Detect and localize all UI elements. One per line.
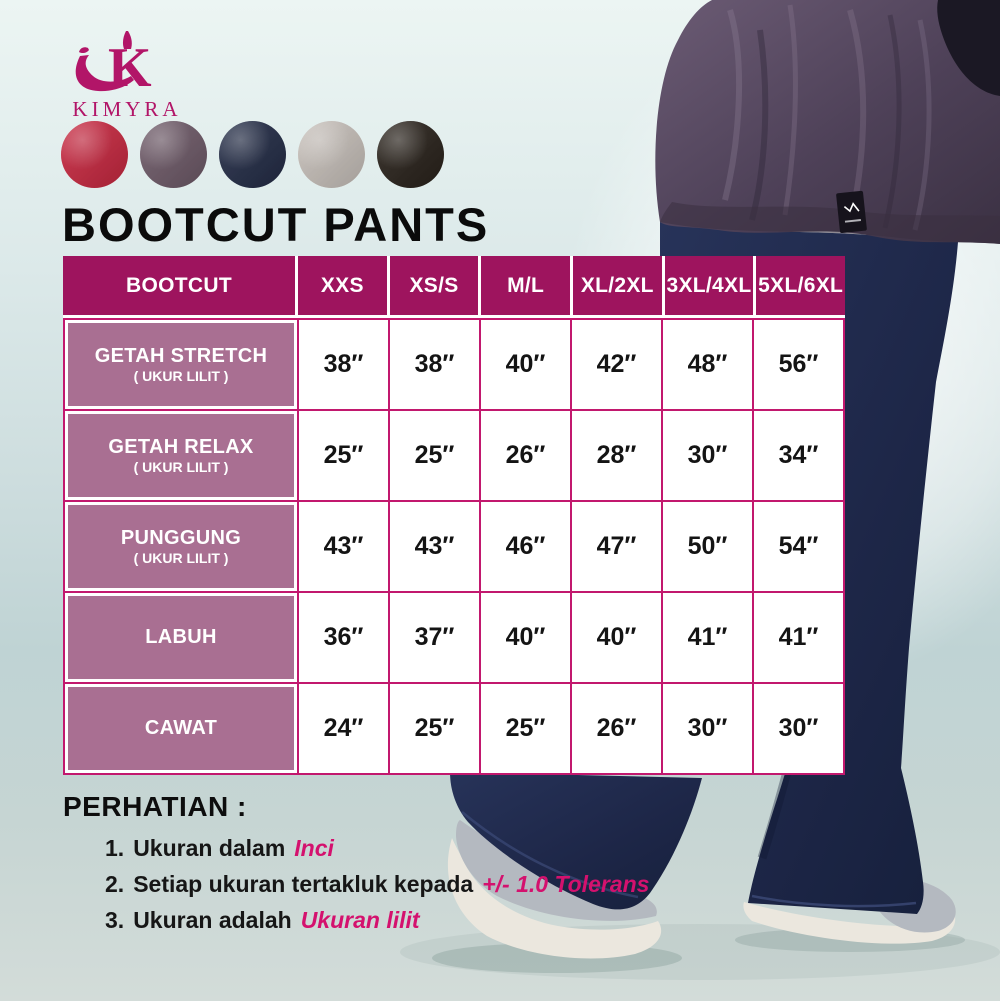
row-label-cawat — [65, 684, 297, 773]
fabric-swatch-cream — [298, 121, 365, 188]
size-value-cell: 43″ — [299, 502, 388, 591]
note-number: 3. — [105, 907, 125, 933]
size-value-cell: 54″ — [754, 502, 843, 591]
note-highlight: +/- 1.0 Tolerans — [482, 871, 650, 897]
fabric-swatch-red — [61, 121, 128, 188]
size-value-cell: 30″ — [663, 411, 752, 500]
header-cell-xl-2xl: XL/2XL — [570, 256, 662, 315]
size-value-cell: 50″ — [663, 502, 752, 591]
notes-heading: PERHATIAN : — [63, 791, 247, 822]
size-value-cell: 56″ — [754, 320, 843, 409]
row-sublabel-text: ( UKUR LILIT ) — [133, 458, 229, 475]
row-sublabel-text: ( UKUR LILIT ) — [133, 367, 229, 384]
header-cell-5xl-6xl: 5XL/6XL — [753, 256, 845, 315]
note-number: 2. — [105, 871, 125, 897]
row-label-text: GETAH STRETCH — [94, 344, 268, 367]
size-value-cell: 43″ — [390, 502, 479, 591]
row-sublabel-text: ( UKUR LILIT ) — [133, 549, 229, 566]
fabric-swatches — [61, 121, 444, 188]
row-label-text: GETAH RELAX — [108, 435, 254, 458]
brand-name: KIMYRA — [72, 97, 182, 121]
note-item — [105, 871, 723, 898]
note-item — [105, 907, 723, 934]
fabric-swatch-navy — [219, 121, 286, 188]
size-value-cell: 24″ — [299, 684, 388, 773]
header-cell-bootcut: BOOTCUT — [126, 273, 232, 297]
row-label-punggung — [65, 502, 297, 591]
size-value-cell: 40″ — [481, 593, 570, 682]
size-value-cell: 36″ — [299, 593, 388, 682]
size-value-cell: 40″ — [572, 593, 661, 682]
fabric-swatch-mauve — [140, 121, 207, 188]
size-table-header — [63, 256, 845, 318]
hem-tag — [836, 191, 867, 234]
header-cell-m-l: M/L — [478, 256, 570, 315]
size-value-cell: 40″ — [481, 320, 570, 409]
note-highlight: Inci — [294, 835, 334, 861]
notes-section — [63, 791, 723, 943]
row-label-getah-relax — [65, 411, 297, 500]
size-value-cell: 42″ — [572, 320, 661, 409]
size-value-cell: 30″ — [663, 684, 752, 773]
note-text: Ukuran adalah — [133, 907, 292, 933]
size-value-cell: 25″ — [390, 684, 479, 773]
size-value-cell: 30″ — [754, 684, 843, 773]
size-value-cell: 26″ — [572, 684, 661, 773]
row-label-labuh — [65, 593, 297, 682]
size-value-cell: 25″ — [481, 684, 570, 773]
note-highlight: Ukuran lilit — [300, 907, 420, 933]
size-value-cell: 41″ — [754, 593, 843, 682]
size-value-cell: 48″ — [663, 320, 752, 409]
size-value-cell: 37″ — [390, 593, 479, 682]
size-table-body — [63, 318, 845, 775]
note-number: 1. — [105, 835, 125, 861]
size-value-cell: 26″ — [481, 411, 570, 500]
size-table — [63, 256, 845, 775]
fabric-swatch-black — [377, 121, 444, 188]
row-label-text: LABUH — [145, 626, 217, 648]
note-text: Setiap ukuran tertakluk kepada — [133, 871, 474, 897]
size-value-cell: 38″ — [299, 320, 388, 409]
size-value-cell: 34″ — [754, 411, 843, 500]
size-value-cell: 28″ — [572, 411, 661, 500]
row-label-getah-stretch — [65, 320, 297, 409]
size-value-cell: 46″ — [481, 502, 570, 591]
size-value-cell: 25″ — [299, 411, 388, 500]
page-title: BOOTCUT PANTS — [62, 198, 490, 251]
logo-k-icon — [68, 30, 186, 96]
row-label-text: PUNGGUNG — [120, 526, 242, 549]
size-value-cell: 38″ — [390, 320, 479, 409]
header-cell-3xl-4xl: 3XL/4XL — [662, 256, 754, 315]
size-value-cell: 47″ — [572, 502, 661, 591]
header-cell-xs-s: XS/S — [387, 256, 479, 315]
size-value-cell: 41″ — [663, 593, 752, 682]
row-label-text: CAWAT — [144, 717, 218, 739]
svg-text:K: K — [108, 37, 152, 96]
size-value-cell: 25″ — [390, 411, 479, 500]
note-text: Ukuran dalam — [133, 835, 286, 861]
header-cell-xxs: XXS — [295, 256, 387, 315]
brand-logo — [62, 30, 192, 122]
note-item — [105, 835, 723, 862]
